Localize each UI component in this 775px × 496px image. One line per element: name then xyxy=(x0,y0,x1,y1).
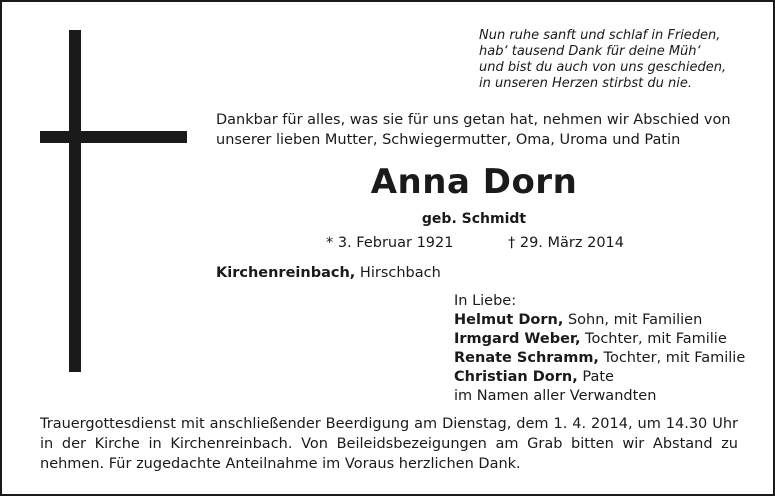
poem-line: hab‘ tausend Dank für deine Müh‘ xyxy=(479,44,701,59)
cross-horizontal-bar xyxy=(40,131,187,143)
mourner-name: Helmut Dorn, xyxy=(454,312,564,328)
birth-name: geb. Schmidt xyxy=(421,211,527,227)
service-info xyxy=(40,414,738,474)
mourner-item xyxy=(454,311,745,330)
mourner-name: Christian Dorn, xyxy=(454,369,578,385)
intro-line: unserer lieben Mutter, Schwiegermutter, Oma, Uroma und Patin xyxy=(216,132,681,148)
place-main: Kirchenreinbach, xyxy=(216,265,356,281)
place-line xyxy=(216,264,441,282)
intro-line: Dankbar für alles, was sie für uns getan hat, nehmen wir Abschied von xyxy=(216,112,731,128)
service-line: Trauergottesdienst mit anschließender Beerdigung am Dienstag, dem 1. 4. 2014, um 14.30 Uhr xyxy=(40,416,738,432)
cross-vertical-bar xyxy=(69,30,81,372)
mourner-name: Irmgard Weber, xyxy=(454,331,581,347)
mourner-item xyxy=(454,330,745,349)
death-date: † 29. März 2014 xyxy=(508,235,625,251)
deceased-name: Anna Dorn xyxy=(370,162,578,202)
mourner-relation: Pate xyxy=(577,369,614,385)
intro-text xyxy=(216,110,746,150)
mourners-closing: im Namen aller Verwandten xyxy=(454,388,657,404)
poem-line: und bist du auch von uns geschieden, xyxy=(479,60,727,75)
mourner-relation: Tochter, mit Familie xyxy=(598,350,746,366)
poem-line: Nun ruhe sanft und schlaf in Frieden, xyxy=(479,28,721,43)
service-line: in der Kirche in Kirchenreinbach. Von Beileidsbezeigungen am Grab bitten wir Abstand zu xyxy=(40,436,738,452)
mourners-list xyxy=(454,292,745,406)
service-line: nehmen. Für zugedachte Anteilnahme im Voraus herzlichen Dank. xyxy=(40,456,521,472)
poem-line: in unseren Herzen stirbst du nie. xyxy=(479,76,692,91)
poem xyxy=(479,28,726,92)
mourner-relation: Tochter, mit Familie xyxy=(580,331,727,347)
mourner-item xyxy=(454,368,745,387)
mourner-relation: Sohn, mit Familien xyxy=(563,312,703,328)
mourners-heading: In Liebe: xyxy=(454,293,517,309)
mourner-name: Renate Schramm, xyxy=(454,350,599,366)
birth-date: * 3. Februar 1921 xyxy=(326,235,454,251)
mourner-item xyxy=(454,349,745,368)
place-other: Hirschbach xyxy=(355,265,441,281)
